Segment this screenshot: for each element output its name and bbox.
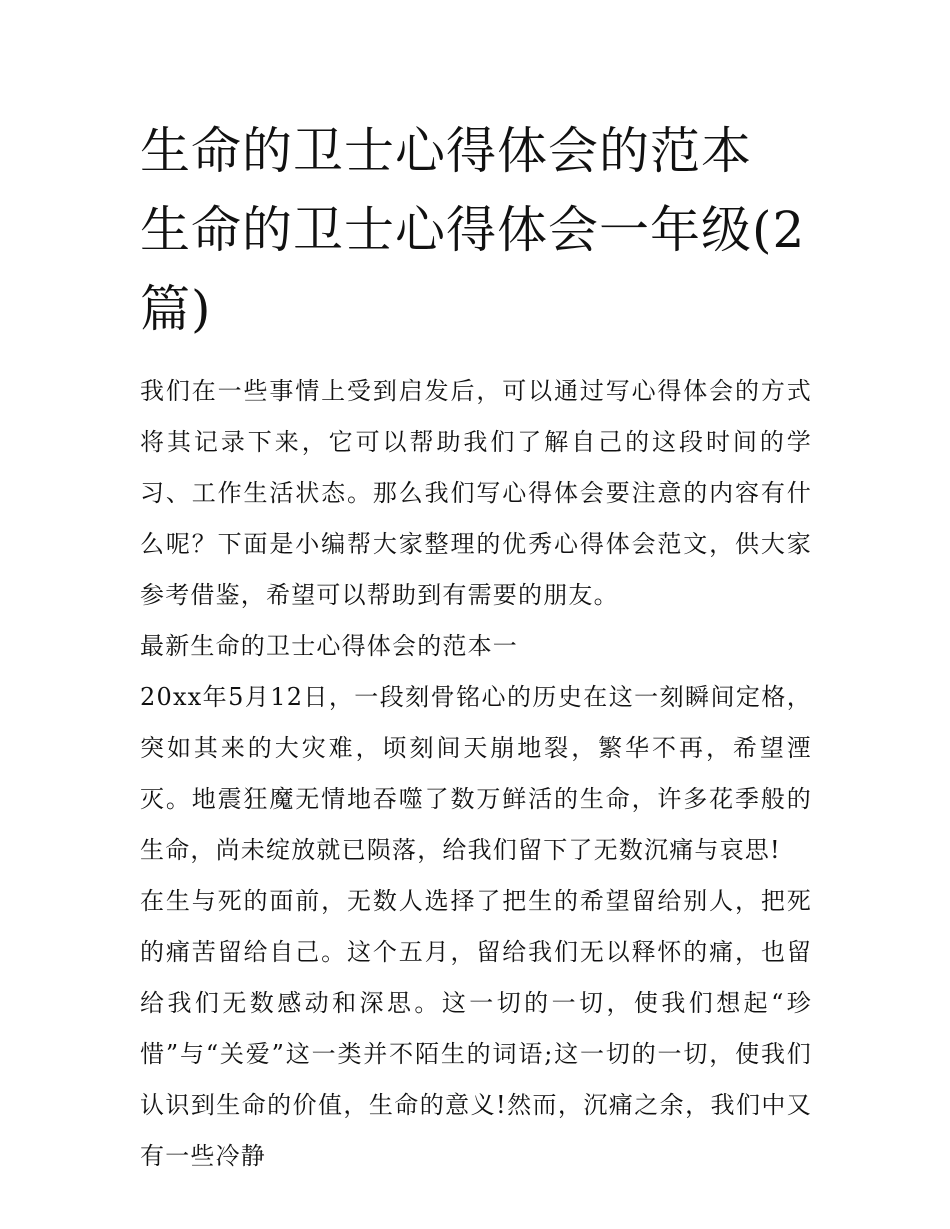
body-paragraph-2: 在生与死的面前，无数人选择了把生的希望留给别人，把死的痛苦留给自己。这个五月，留给我们无以释怀的痛，也留给我们无数感动和深思。这一切的一切，使我们想起“珍惜”与“关爱”这一类并不陌生的词语;这一切的一切，使我们认识到生命的价值，生命的意义!然而，沉痛之余，我们中又有一些冷静 [140,887,812,1170]
document-title: 生命的卫士心得体会的范本 生命的卫士心得体会一年级(2篇) [140,122,806,338]
section-heading: 最新生命的卫士心得体会的范本一 [140,632,518,660]
intro-paragraph: 我们在一些事情上受到启发后，可以通过写心得体会的方式将其记录下来，它可以帮助我们了解自己的这段时间的学习、工作生活状态。那么我们写心得体会要注意的内容有什么呢？下面是小编帮大家整理的优秀心得体会范文，供大家参考借鉴，希望可以帮助到有需要的朋友。 [140,377,812,609]
body-paragraph-1: 20xx年5月12日，一段刻骨铭心的历史在这一刻瞬间定格，突如其来的大灾难，顷刻间天崩地裂，繁华不再，希望湮灭。地震狂魔无情地吞噬了数万鲜活的生命，许多花季般的生命，尚未绽放就已陨落，给我们留下了无数沉痛与哀思! [140,683,812,864]
document-body [140,112,812,1182]
